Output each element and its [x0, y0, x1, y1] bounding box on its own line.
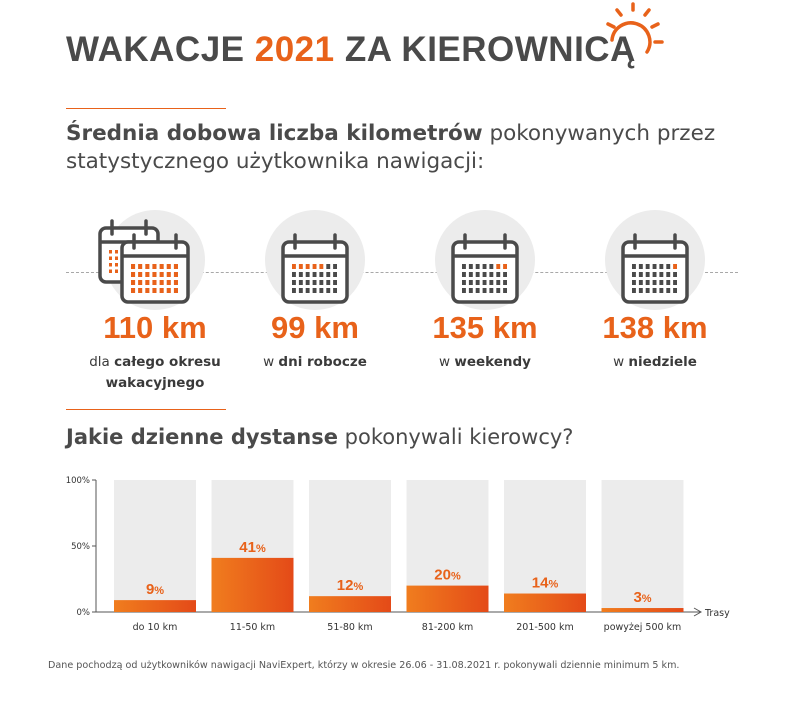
calendar-day: [145, 280, 149, 285]
calendar-icon: [453, 235, 517, 302]
calendar-day: [174, 272, 178, 277]
title-year: 2021: [254, 30, 335, 69]
calendar-day: [319, 264, 323, 269]
calendar-day: [313, 272, 317, 277]
calendar-day: [131, 264, 135, 269]
calendar-day: [115, 257, 118, 261]
calendar-day: [666, 280, 670, 285]
divider-middle: [66, 409, 226, 410]
calendar-day: [503, 288, 507, 293]
footnote: Dane pochodzą od użytkowników nawigacji NaviExpert, którzy w okresie 26.06 - 31.08.2021 r. pokonywali dziennie minimum 5 km.: [48, 660, 680, 671]
calendar-day: [469, 288, 473, 293]
calendar-day: [659, 280, 663, 285]
calendar-day: [333, 280, 337, 285]
calendar-day: [659, 288, 663, 293]
calendar-day: [462, 288, 466, 293]
title-part1: WAKACJE: [66, 30, 255, 69]
calendar-day: [462, 264, 466, 269]
calendar-day: [326, 280, 330, 285]
category-label: do 10 km: [132, 622, 178, 633]
calendar-day: [489, 264, 493, 269]
y-tick-label: 0%: [76, 608, 90, 618]
bar: [309, 596, 391, 612]
calendar-day: [659, 272, 663, 277]
calendar-day: [632, 272, 636, 277]
calendar-day: [503, 272, 507, 277]
calendar-day: [152, 280, 156, 285]
question-rest: pokonywali kierowcy?: [337, 425, 574, 449]
calendar-day: [659, 264, 663, 269]
stat-value: 138 km: [602, 310, 708, 345]
calendar-day: [115, 250, 118, 254]
calendar-day: [326, 288, 330, 293]
calendar-day: [174, 264, 178, 269]
calendar-day: [469, 280, 473, 285]
category-label: 11-50 km: [229, 622, 276, 633]
calendar-day: [503, 264, 507, 269]
calendar-day: [333, 264, 337, 269]
calendar-day: [319, 280, 323, 285]
calendar-day: [646, 264, 650, 269]
calendar-day: [462, 272, 466, 277]
calendar-day: [313, 288, 317, 293]
distance-bar-chart: [0, 470, 800, 640]
calendar-day: [160, 288, 164, 293]
calendar-day: [666, 264, 670, 269]
calendar-day: [476, 264, 480, 269]
calendar-icon: [122, 235, 188, 302]
calendar-day: [673, 280, 677, 285]
calendar-day: [109, 270, 112, 274]
calendar-day: [489, 288, 493, 293]
calendar-day: [299, 280, 303, 285]
page-title: [66, 30, 636, 70]
calendar-icon: [283, 235, 347, 302]
calendar-day: [138, 288, 142, 293]
calendar-weekends-icon: [400, 210, 570, 320]
calendar-day: [145, 264, 149, 269]
calendar-day: [639, 264, 643, 269]
calendar-day: [160, 264, 164, 269]
calendar-day: [174, 280, 178, 285]
calendar-day: [167, 280, 171, 285]
calendar-day: [138, 264, 142, 269]
calendar-day: [152, 272, 156, 277]
bar-value-label: 41%: [239, 538, 266, 556]
calendar-day: [138, 280, 142, 285]
calendar-day: [483, 264, 487, 269]
calendar-day: [489, 280, 493, 285]
calendar-day: [299, 288, 303, 293]
calendar-workdays-icon: [230, 210, 400, 320]
calendar-day: [483, 280, 487, 285]
calendar-day: [138, 272, 142, 277]
calendar-day: [496, 280, 500, 285]
bar: [602, 608, 684, 612]
calendar-day: [167, 272, 171, 277]
calendar-day: [145, 288, 149, 293]
subtitle-rest: pokonywanych przez statystycznego użytkownika nawigacji:: [66, 121, 716, 174]
calendar-icon: [623, 235, 687, 302]
calendar-day: [496, 288, 500, 293]
calendar-day: [489, 272, 493, 277]
category-label: 201-500 km: [516, 622, 574, 633]
y-tick-label: 100%: [65, 476, 90, 486]
category-label: 81-200 km: [421, 622, 474, 633]
calendar-sundays-icon: [570, 210, 740, 320]
calendar-day: [333, 288, 337, 293]
calendar-day: [462, 280, 466, 285]
calendar-day: [639, 280, 643, 285]
calendar-day: [483, 288, 487, 293]
calendar-day: [673, 288, 677, 293]
calendar-day: [632, 280, 636, 285]
calendar-day: [306, 288, 310, 293]
calendar-day: [653, 264, 657, 269]
stat-value: 135 km: [432, 310, 538, 345]
calendar-day: [109, 263, 112, 267]
calendar-day: [306, 280, 310, 285]
bar-value-label: 3%: [633, 589, 652, 607]
calendar-day: [167, 288, 171, 293]
calendar-day: [115, 263, 118, 267]
calendar-day: [673, 272, 677, 277]
bar-value-label: 9%: [145, 581, 165, 599]
chart-question: [66, 425, 573, 449]
bar: [504, 594, 586, 612]
calendar-day: [299, 272, 303, 277]
calendar-day: [160, 280, 164, 285]
calendar-day: [483, 272, 487, 277]
bar-value-label: 12%: [336, 577, 364, 595]
calendar-day: [152, 264, 156, 269]
calendar-day: [469, 264, 473, 269]
stat-desc: w niedziele: [613, 354, 697, 370]
calendar-day: [673, 264, 677, 269]
calendar-day: [503, 280, 507, 285]
calendar-day: [632, 288, 636, 293]
calendar-day: [319, 272, 323, 277]
calendar-day: [496, 264, 500, 269]
calendar-day: [152, 288, 156, 293]
category-label: powyżej 500 km: [603, 622, 682, 633]
bar-value-label: 14%: [531, 574, 559, 592]
calendar-day: [313, 264, 317, 269]
calendar-day: [333, 272, 337, 277]
sun-icon: [600, 2, 670, 62]
divider-top: [66, 108, 226, 109]
calendar-day: [109, 257, 112, 261]
stat-desc: w weekendy: [439, 354, 531, 370]
calendar-day: [145, 272, 149, 277]
calendar-day: [476, 272, 480, 277]
calendar-day: [666, 272, 670, 277]
bar-track: [504, 480, 586, 612]
calendar-day: [313, 280, 317, 285]
question-bold: Jakie dzienne dystanse: [66, 425, 338, 449]
calendar-day: [666, 288, 670, 293]
calendar-day: [632, 264, 636, 269]
calendar-day: [646, 288, 650, 293]
calendar-day: [160, 272, 164, 277]
stat-desc: dla całego okresu wakacyjnego: [89, 354, 221, 391]
calendar-day: [306, 264, 310, 269]
bar: [407, 586, 489, 612]
stat-value: 110 km: [103, 310, 207, 345]
calendar-day: [292, 280, 296, 285]
subtitle: [66, 120, 746, 176]
bar: [114, 600, 196, 612]
calendar-day: [292, 272, 296, 277]
subtitle-bold: Średnia dobowa liczba kilometrów: [66, 121, 483, 146]
bar: [212, 558, 294, 612]
calendar-day: [299, 264, 303, 269]
calendar-day: [646, 272, 650, 277]
calendar-day: [131, 288, 135, 293]
calendar-day: [653, 280, 657, 285]
calendar-day: [653, 272, 657, 277]
calendar-day: [131, 272, 135, 277]
calendar-day: [646, 280, 650, 285]
calendar-double-icon: [70, 210, 240, 320]
calendar-day: [496, 272, 500, 277]
calendar-day: [469, 272, 473, 277]
calendar-day: [653, 288, 657, 293]
calendar-day: [476, 280, 480, 285]
stat-value: 99 km: [271, 310, 359, 345]
calendar-day: [326, 264, 330, 269]
calendar-day: [639, 288, 643, 293]
x-axis-label: Trasy: [705, 608, 730, 619]
calendar-day: [292, 288, 296, 293]
calendar-day: [131, 280, 135, 285]
bar-value-label: 20%: [434, 566, 461, 584]
calendar-day: [292, 264, 296, 269]
calendar-day: [319, 288, 323, 293]
calendar-day: [115, 270, 118, 274]
calendar-day: [174, 288, 178, 293]
y-tick-label: 50%: [71, 542, 90, 552]
calendar-day: [476, 288, 480, 293]
stat-desc: w dni robocze: [263, 354, 367, 370]
calendar-day: [109, 250, 112, 254]
category-label: 51-80 km: [327, 622, 373, 633]
calendar-day: [167, 264, 171, 269]
calendar-day: [326, 272, 330, 277]
calendar-day: [306, 272, 310, 277]
calendar-day: [639, 272, 643, 277]
title-part2: ZA KIEROWNICĄ: [334, 30, 636, 69]
